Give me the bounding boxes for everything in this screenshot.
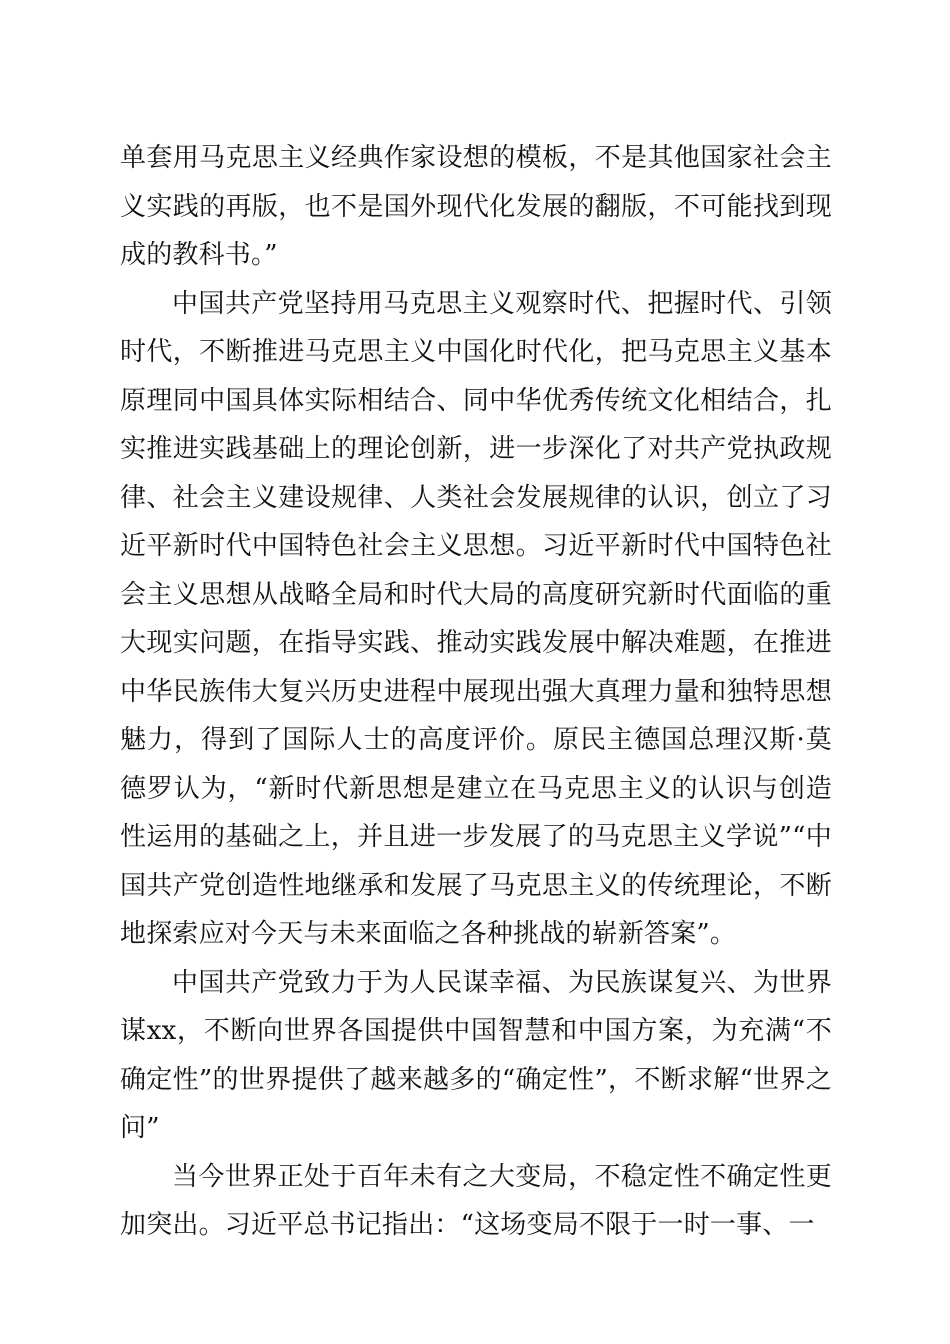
paragraph-theory-innovation: 中国共产党坚持用马克思主义观察时代、把握时代、引领时代，不断推进马克思主义中国化时代化，把马克思主义基本原理同中国具体实际相结合、同中华优秀传统文化相结合，扎实推进实践基础上的理论创新，进一步深化了对共产党执政规律、社会主义建设规律、人类社会发展规律的认识，创立了习近平新时代中国特色社会主义思想。习近平新时代中国特色社会主义思想从战略全局和时代大局的高度研究新时代面临的重大现实问题，在指导实践、推动实践发展中解决难题，在推进中华民族伟大复兴历史进程中展现出强大真理力量和独特思想魅力，得到了国际人士的高度评价。原民主德国总理汉斯·莫德罗认为，“新时代新思想是建立在马克思主义的认识与创造性运用的基础之上，并且进一步发展了的马克思主义学说”“中国共产党创造性地继承和发展了马克思主义的传统理论，不断地探索应对今天与未来面临之各种挑战的崭新答案”。	[120, 288, 832, 949]
paragraph-world-contribution: 中国共产党致力于为人民谋幸福、为民族谋复兴、为世界谋xx，不断向世界各国提供中国智慧和中国方案，为充满“不确定性”的世界提供了越来越多的“确定性”，不断求解“世界之问”	[120, 967, 832, 1143]
paragraph-continuation: 单套用马克思主义经典作家设想的模板，不是其他国家社会主义实践的再版，也不是国外现代化发展的翻版，不可能找到现成的教科书。”	[120, 143, 832, 270]
document-body	[120, 134, 832, 1250]
paragraph-great-changes: 当今世界正处于百年未有之大变局，不稳定性不确定性更加突出。习近平总书记指出：“这场变局不限于一时一事、一	[120, 1161, 832, 1240]
